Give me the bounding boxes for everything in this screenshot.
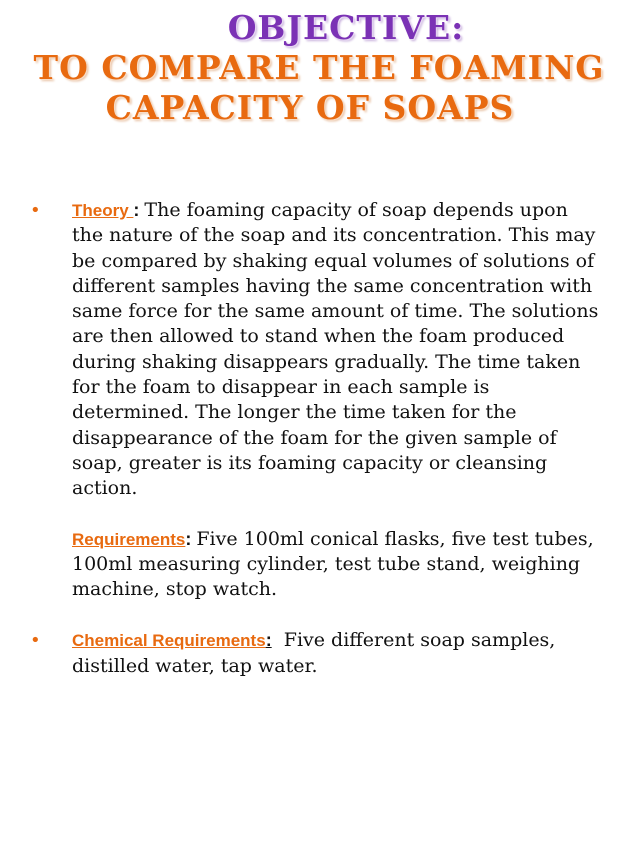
objective-line-2: CAPACITY OF SOAPS [105, 88, 515, 127]
chemical-requirements-label: Chemical Requirements [72, 631, 266, 651]
chemical-requirements-paragraph [0, 628, 638, 679]
objective-heading: OBJECTIVE: [227, 8, 465, 47]
chemical-requirements-text: Five different soap samples, distilled water, tap water. [72, 629, 562, 677]
requirements-separator: : [185, 528, 197, 549]
theory-separator: : [133, 200, 145, 220]
chemical-requirements-separator: : [265, 630, 272, 651]
theory-paragraph [0, 198, 638, 502]
requirements-text: Five 100ml conical flasks, five test tubes, 100ml measuring cylinder, test tube stand, weighing machine, stop watch. [72, 527, 594, 601]
theory-label: Theory [72, 201, 134, 220]
bullet-icon: • [30, 200, 41, 221]
bullet-icon: • [30, 630, 41, 652]
requirements-label: Requirements [72, 529, 186, 549]
objective-line-1: TO COMPARE THE FOAMING [33, 48, 605, 87]
page-title [0, 8, 638, 128]
document-body [0, 198, 638, 679]
requirements-paragraph [0, 527, 638, 603]
theory-text: The foaming capacity of soap depends upon the nature of the soap and its concentration. This may be compared by shaking equal volumes of solutions of different samples having the same concentration with same force for the same amount of time. The solutions are then allowed to stand when the foam produced during shaking disappears gradually. The time taken for the foam to disappear in each sample is determined. The longer the time taken for the disappearance of the foam for the given sample of soap, greater is its foaming capacity or cleansing action. [72, 199, 599, 500]
